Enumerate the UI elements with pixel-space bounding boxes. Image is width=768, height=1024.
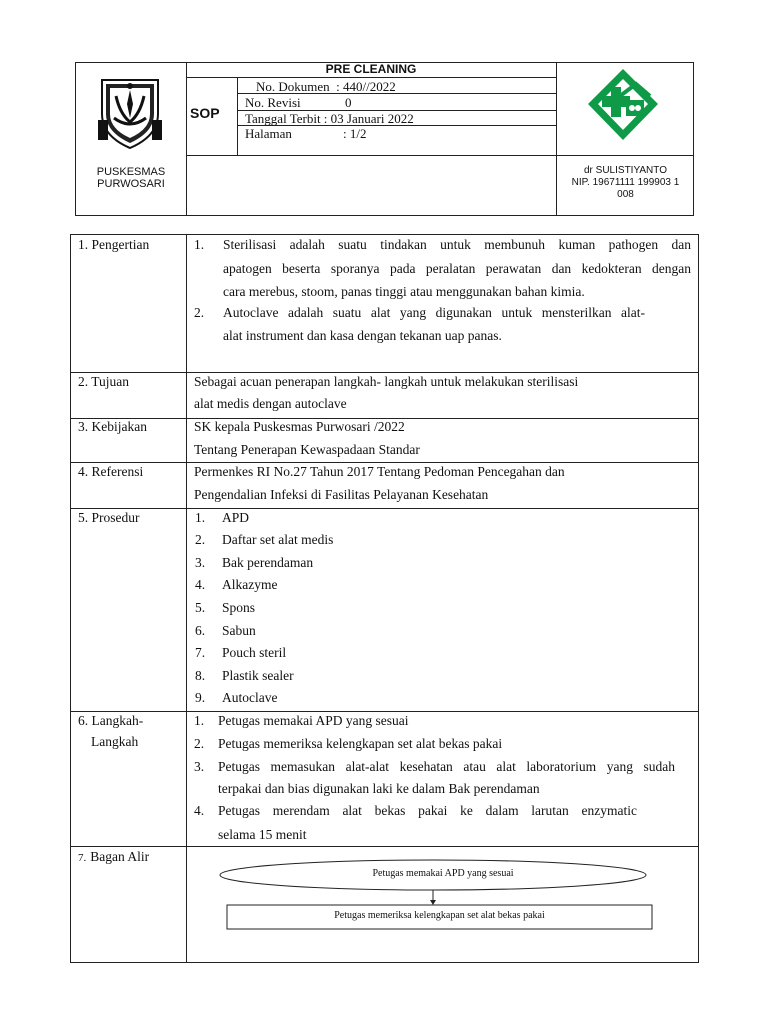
- no-revisi-label: No. Revisi: [245, 95, 301, 110]
- flow-step-1-text: Petugas memakai APD yang sesuai: [372, 868, 514, 879]
- langkah-item-1-line-1: Petugas memakai APD yang sesuai: [218, 713, 409, 728]
- langkah-label-line-1: 6. Langkah-: [78, 713, 144, 728]
- halaman-value: : 1/2: [343, 126, 367, 141]
- prosedur-item-7-number: 7.: [195, 645, 206, 660]
- prosedur-item-5: Spons: [222, 600, 256, 615]
- kebijakan-label: 3. Kebijakan: [78, 419, 147, 434]
- signer-nip-line-2: 008: [617, 189, 634, 200]
- prosedur-item-9-number: 9.: [195, 690, 206, 705]
- flow-arrow-head: [430, 900, 436, 905]
- tanggal-terbit: Tanggal Terbit : 03 Januari 2022: [245, 111, 414, 126]
- institution-line-1: PUSKESMAS: [96, 166, 166, 178]
- pengertian-item-2-line-1: Autoclave adalah suatu alat yang digunakan untuk mensterilkan alat-: [223, 305, 645, 320]
- regional-coat-of-arms-icon: [96, 74, 164, 150]
- pengertian-item-1-line-3: cara merebus, stoom, panas tinggi atau menggunakan bahan kimia.: [223, 284, 585, 299]
- prosedur-item-1-number: 1.: [195, 510, 206, 525]
- prosedur-item-8: Plastik sealer: [222, 668, 294, 683]
- bagan-alir-number: 7.: [78, 852, 87, 864]
- flowchart-connectors: [186, 846, 698, 962]
- sop-label: SOP: [190, 105, 220, 121]
- langkah-item-3-line-1: Petugas memasukan alat-alat kesehatan atau alat laboratorium yang sudah: [218, 759, 675, 774]
- referensi-label: 4. Referensi: [78, 464, 144, 479]
- prosedur-item-3-number: 3.: [195, 555, 206, 570]
- prosedur-item-1: APD: [222, 510, 250, 525]
- signer-nip-line-1: NIP. 19671111 199903 1: [571, 177, 680, 188]
- institution-name: [76, 166, 186, 190]
- langkah-item-4-number: 4.: [194, 803, 205, 818]
- prosedur-item-2-number: 2.: [195, 532, 206, 547]
- langkah-label-line-2: Langkah: [91, 734, 139, 749]
- document-title: PRE CLEANING: [325, 62, 417, 76]
- langkah-item-2-line-1: Petugas memeriksa kelengkapan set alat bekas pakai: [218, 736, 503, 751]
- langkah-item-2-number: 2.: [194, 736, 205, 751]
- institution-line-2: PURWOSARI: [97, 178, 165, 190]
- kebijakan-line-2: Tentang Penerapan Kewaspadaan Standar: [194, 442, 420, 457]
- prosedur-item-9: Autoclave: [222, 690, 278, 705]
- prosedur-item-7: Pouch steril: [222, 645, 287, 660]
- tujuan-line-1: Sebagai acuan penerapan langkah- langkah untuk melakukan sterilisasi: [194, 374, 579, 389]
- prosedur-item-4: Alkazyme: [222, 577, 278, 592]
- referensi-line-2: Pengendalian Infeksi di Fasilitas Pelayanan Kesehatan: [194, 487, 489, 502]
- signer-name: dr SULISTIYANTO: [584, 165, 667, 176]
- prosedur-item-2: Daftar set alat medis: [222, 532, 334, 547]
- langkah-item-3-number: 3.: [194, 759, 205, 774]
- prosedur-item-8-number: 8.: [195, 668, 206, 683]
- flow-step-2-text: Petugas memeriksa kelengkapan set alat bekas pakai: [334, 910, 545, 921]
- no-dokumen: No. Dokumen : 440//2022: [256, 79, 396, 94]
- tujuan-line-2: alat medis dengan autoclave: [194, 396, 347, 411]
- kebijakan-line-1: SK kepala Puskesmas Purwosari /2022: [194, 419, 405, 434]
- langkah-item-4-line-1: Petugas merendam alat bekas pakai ke dalam larutan enzymatic: [218, 803, 637, 818]
- referensi-line-1: Permenkes RI No.27 Tahun 2017 Tentang Pedoman Pencegahan dan: [194, 464, 565, 479]
- pengertian-item-1-line-1: Sterilisasi adalah suatu tindakan untuk membunuh kuman pathogen dan: [223, 237, 691, 252]
- bagan-alir-label: [78, 848, 149, 866]
- prosedur-item-4-number: 4.: [195, 577, 206, 592]
- halaman-label: Halaman: [245, 126, 292, 141]
- pengertian-item-1-number: 1.: [194, 237, 205, 252]
- langkah-item-3-line-2: terpakai dan bias digunakan laki ke dalam Bak perendaman: [218, 781, 540, 796]
- prosedur-item-6-number: 6.: [195, 623, 206, 638]
- bagan-alir-text: Bagan Alir: [90, 849, 150, 864]
- no-revisi-value: 0: [345, 95, 352, 110]
- langkah-item-4-line-2: selama 15 menit: [218, 827, 307, 842]
- prosedur-label: 5. Prosedur: [78, 510, 140, 525]
- pengertian-item-2-line-2: alat instrument dan kasa dengan tekanan uap panas.: [223, 328, 502, 343]
- prosedur-item-5-number: 5.: [195, 600, 206, 615]
- prosedur-item-6: Sabun: [222, 623, 256, 638]
- prosedur-item-3: Bak perendaman: [222, 555, 314, 570]
- signer-block: [557, 165, 694, 201]
- pengertian-item-1-line-2: apatogen beserta sporanya pada peralatan perawatan dan kedokteran dengan: [223, 261, 691, 276]
- puskesmas-logo-icon: [584, 66, 662, 146]
- langkah-item-1-number: 1.: [194, 713, 205, 728]
- tujuan-label: 2. Tujuan: [78, 374, 130, 389]
- pengertian-item-2-number: 2.: [194, 305, 205, 320]
- pengertian-label: 1. Pengertian: [78, 237, 150, 252]
